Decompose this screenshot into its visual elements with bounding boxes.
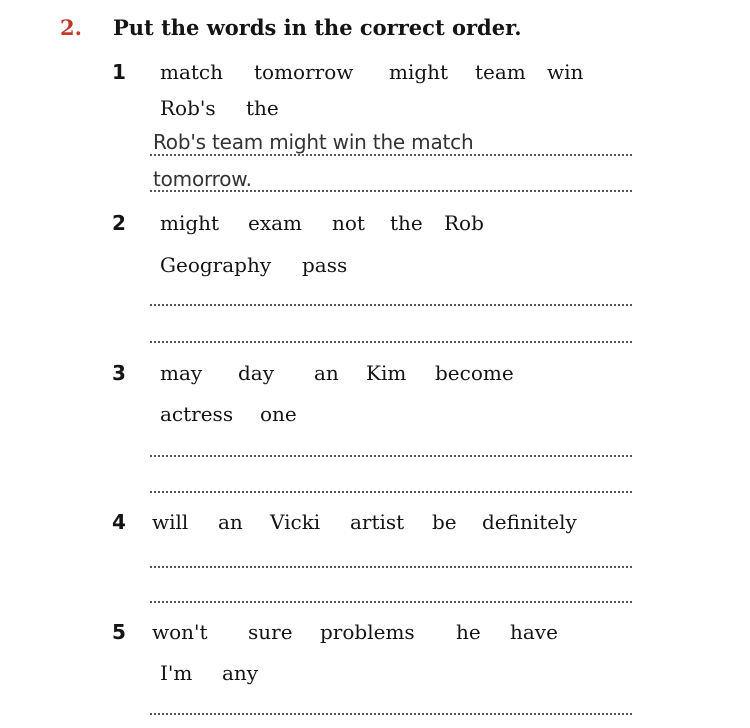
word: Rob xyxy=(444,211,484,235)
word: match xyxy=(160,60,224,84)
word: may xyxy=(160,361,203,385)
answer-line[interactable] xyxy=(150,190,632,192)
word: have xyxy=(510,620,558,644)
item-1-words-line2 xyxy=(160,96,279,120)
word: an xyxy=(314,361,339,385)
item-3-number: 3 xyxy=(112,361,126,385)
word: actress xyxy=(160,402,234,426)
item-5-words-line2 xyxy=(160,661,258,685)
word: become xyxy=(435,361,514,385)
word: team xyxy=(475,60,526,84)
word: artist xyxy=(350,510,405,534)
item-1-answer-line2: tomorrow. xyxy=(153,167,252,191)
word: problems xyxy=(320,620,415,644)
item-4-number: 4 xyxy=(112,510,126,534)
word: Geography xyxy=(160,253,272,277)
word: day xyxy=(238,361,275,385)
item-2-words-line2 xyxy=(160,253,347,277)
word: Rob's xyxy=(160,96,216,120)
item-4-words-line1 xyxy=(152,510,577,534)
word: the xyxy=(246,96,279,120)
word: tomorrow xyxy=(254,60,354,84)
word: might xyxy=(389,60,449,84)
word: won't xyxy=(152,620,208,644)
word: exam xyxy=(248,211,303,235)
word: I'm xyxy=(160,661,193,685)
item-2-words-line1 xyxy=(160,211,484,235)
item-1-answer-line1: Rob's team might win the match xyxy=(153,130,474,154)
exercise-instruction: Put the words in the correct order. xyxy=(113,15,522,40)
word: will xyxy=(152,510,189,534)
answer-line[interactable] xyxy=(150,154,632,156)
word: win xyxy=(547,60,584,84)
item-1-words-line1 xyxy=(160,60,583,84)
answer-line[interactable] xyxy=(150,304,632,306)
word: not xyxy=(332,211,365,235)
word: he xyxy=(456,620,481,644)
word: Kim xyxy=(366,361,407,385)
item-1-number: 1 xyxy=(112,60,126,84)
exercise-number: 2. xyxy=(60,15,82,40)
answer-line[interactable] xyxy=(150,455,632,457)
word: be xyxy=(432,510,457,534)
answer-line[interactable] xyxy=(150,601,632,603)
item-5-words-line1 xyxy=(152,620,558,644)
word: might xyxy=(160,211,220,235)
item-5-number: 5 xyxy=(112,620,126,644)
answer-line[interactable] xyxy=(150,566,632,568)
word: one xyxy=(260,402,297,426)
item-3-words-line1 xyxy=(160,361,514,385)
answer-line[interactable] xyxy=(150,341,632,343)
word: Vicki xyxy=(270,510,321,534)
word: any xyxy=(222,661,259,685)
answer-line[interactable] xyxy=(150,491,632,493)
item-2-number: 2 xyxy=(112,211,126,235)
word: sure xyxy=(248,620,293,644)
word: the xyxy=(390,211,423,235)
word: definitely xyxy=(482,510,577,534)
word: pass xyxy=(302,253,348,277)
item-3-words-line2 xyxy=(160,402,297,426)
answer-line[interactable] xyxy=(150,713,632,715)
word: an xyxy=(218,510,243,534)
